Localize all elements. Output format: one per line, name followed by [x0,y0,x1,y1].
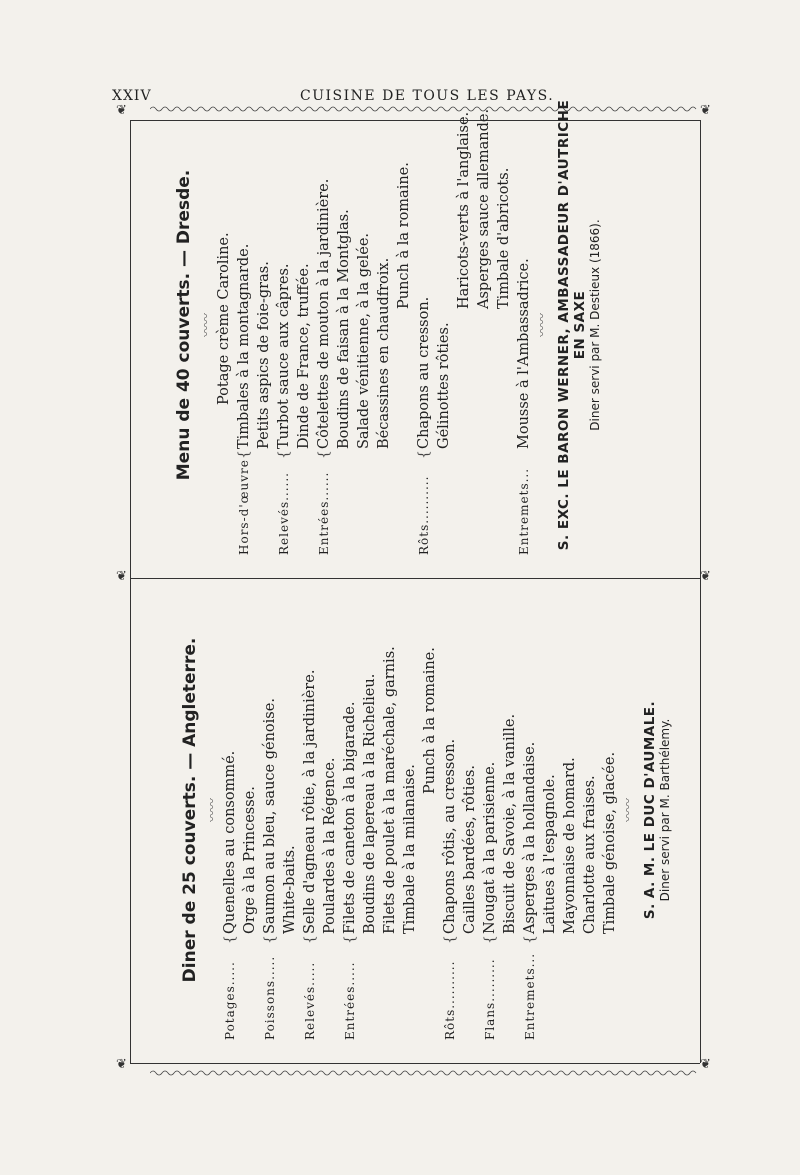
course-label: Hors-d'œuvre [237,459,251,555]
menu-dish: Chapons au cresson. [416,296,432,449]
frame-left-line [130,120,131,1063]
menu-dish: Mousse à l'Ambassadrice. [516,258,532,449]
menu-separator: 〰〰 [535,313,549,338]
menu-dish: Filets de poulet à la maréchale, garnis. [382,646,398,934]
course-label: Potages..... [223,961,237,1040]
brace-icon: { [222,935,238,944]
menu-dish: Poulardes à la Régence. [322,757,338,934]
menu-course [260,580,300,1040]
menu-course [220,580,260,1040]
menu-dish: Quenelles au consommé. [222,750,238,934]
course-dishes [440,739,480,934]
brace-icon: { [342,935,358,944]
brace-icon: { [416,450,432,459]
menu-title: Menu de 40 couverts. — Dresde. [174,169,194,481]
course-dishes [480,714,520,934]
brace-icon: { [442,935,458,944]
course-label: Entremets... [523,952,537,1040]
brace-icon: { [262,935,278,944]
menu-course [514,95,534,555]
course-dishes [340,646,420,934]
course-label: Rôts.......... [417,475,431,555]
brace-icon: { [236,450,252,459]
running-title: CUISINE DE TOUS LES PAYS. [300,88,555,104]
menu-dish: Filets de caneton à la bigarade. [342,701,358,934]
menu-separator: 〰〰 [199,313,213,338]
corner-ornament-icon: ❦ [116,1057,127,1072]
course-dishes [260,698,300,934]
menu-dish: Biscuit de Savoie, à la vanille. [502,713,518,934]
menu-dish: Saumon au bleu, sauce génoise. [262,698,278,934]
course-dishes [454,109,514,309]
menu-title: Diner de 25 couverts. — Angleterre. [180,637,200,983]
brace-icon: { [276,450,292,459]
menu-courses [220,580,620,1040]
menu-course [314,95,394,555]
menu-note: Diner servi par M. Barthélemy. [658,718,672,902]
brace-icon: { [302,935,318,944]
menu-dish: Asperges à la hollandaise. [522,741,538,934]
menu-dish: Petits aspics de foie-gras. [256,261,272,449]
course-dishes [220,751,260,934]
menu-course [394,95,414,555]
course-label: Poissons..... [263,955,277,1040]
course-dishes [420,647,440,794]
wavy-border-bottom [150,1068,700,1078]
course-label: Entrées..... [343,961,357,1040]
course-dishes [234,244,274,449]
course-dishes [314,179,394,449]
menu-dish: Chapons rôtis, au cresson. [442,738,458,934]
menu-note: Diner servi par M. Destieux (1866). [588,219,602,431]
frame-right-line [700,120,701,1063]
corner-ornament-icon: ❦ [700,569,711,584]
menu-dish: Asperges sauce allemande. [476,108,492,309]
course-dishes [414,297,454,449]
menu-dish: Timbale à la milanaise. [402,764,418,934]
course-dishes [520,742,620,934]
menu-dish: Selle d'agneau rôtie, à la jardinière. [302,669,318,934]
menu-course [440,580,480,1040]
menu-dish: Timbale d'abricots. [496,167,512,309]
course-label: Relevés...... [277,471,291,555]
course-dishes [274,263,314,449]
menu-dish: Punch à la romaine. [396,162,412,309]
menu-courses [234,95,534,555]
corner-ornament-icon: ❦ [116,569,127,584]
menu-dish: Timbale génoise, glacée. [602,751,618,934]
menu-host: S. A. M. LE DUC D'AUMALE. [642,700,658,920]
menu-dish: Charlotte aux fraises. [582,775,598,934]
menu-angleterre [176,580,672,1040]
course-dishes [394,162,414,309]
corner-ornament-icon: ❦ [116,103,127,118]
menu-dish: Mayonnaise de homard. [562,757,578,934]
menu-dish: Punch à la romaine. [422,647,438,794]
menu-dresde [170,95,602,555]
brace-icon: { [522,935,538,944]
menu-dish: Gélinottes rôties. [436,322,452,449]
menu-dish: Laitues à l'espagnole. [542,774,558,934]
menu-dish: Côtelettes de mouton à la jardinière. [316,178,332,449]
course-label: Flans......... [483,958,497,1040]
brace-icon: { [316,450,332,459]
menu-course [234,95,274,555]
menu-dish: Potage crème Caroline. [216,232,232,405]
course-label: Entremets... [517,467,531,555]
menu-host: S. EXC. LE BARON WERNER, AMBASSADEUR D'AUTRICHE EN SAXE [556,99,588,551]
course-label: Entrées...... [317,471,331,555]
page-number: XXIV [112,88,152,104]
course-label: Relevés..... [303,961,317,1040]
course-label: Rôts.......... [443,960,457,1040]
menu-dish: Haricots-verts à l'anglaise. [456,111,472,309]
corner-ornament-icon: ❦ [700,103,711,118]
brace-icon: { [482,935,498,944]
menu-course [420,580,440,1040]
menu-dish: Turbot sauce aux câpres. [276,263,292,449]
menu-dish: Orge à la Princesse. [242,786,258,934]
menu-course [414,95,454,555]
menu-dish: Salade vénitienne, à la gelée. [356,232,372,449]
menu-course [480,580,520,1040]
menu-dish: Nougat à la parisienne. [482,761,498,934]
menu-course [274,95,314,555]
menu-separator: 〰〰 [621,798,635,823]
course-dishes [514,258,534,449]
frame-bottom-line [130,1063,700,1064]
menu-course [340,580,420,1040]
frame-middle-line [130,578,700,579]
menu-dish: Timbales à la montagnarde. [236,243,252,449]
menu-dish: Bécassines en chaudfroix. [376,257,392,449]
menu-course [300,580,340,1040]
menu-course [520,580,620,1040]
menu-separator: 〰〰 [205,798,219,823]
menu-dish: Boudins de lapereau à la Richelieu. [362,673,378,934]
menu-course [454,95,514,555]
menu-dish: White-baits. [282,845,298,934]
course-dishes [300,670,340,934]
menu-dish: Dinde de France, truffée. [296,263,312,449]
menu-dish: Boudins de faisan à la Montglas. [336,209,352,449]
corner-ornament-icon: ❦ [700,1057,711,1072]
menu-dish: Cailles bardées, rôties. [462,764,478,934]
